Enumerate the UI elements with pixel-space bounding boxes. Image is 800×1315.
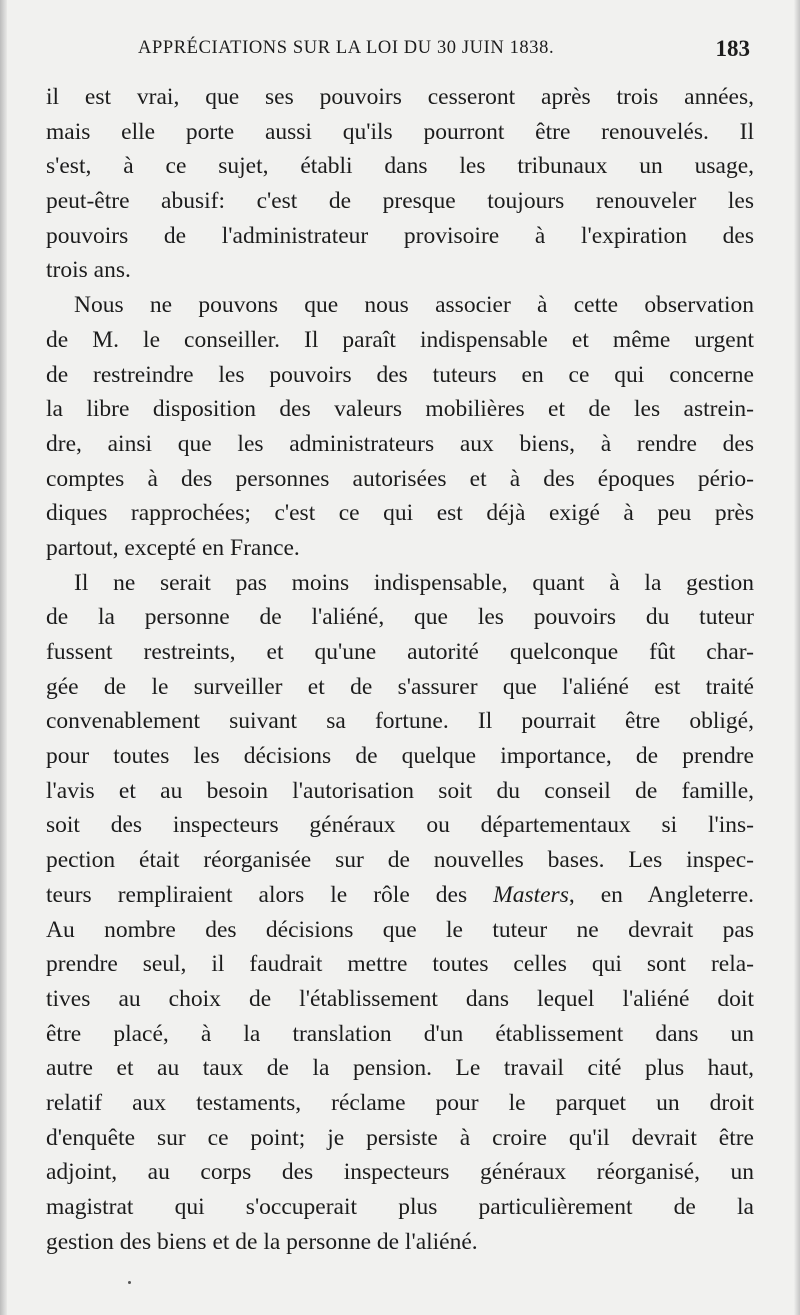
- text-fragment: , en Angleterre.: [568, 881, 754, 908]
- page-number: 183: [715, 36, 750, 61]
- text-line: la libre disposition des valeurs mobilières et de les astrein-: [46, 396, 754, 423]
- text-line: partout, excepté en France.: [46, 534, 300, 561]
- running-title: APPRÉCIATIONS SUR LA LOI DU 30 JUIN 1838.: [138, 38, 555, 58]
- text-line: s'est, à ce sujet, établi dans les tribunaux un usage,: [46, 153, 754, 180]
- running-head: [138, 38, 750, 66]
- text-line: être placé, à la translation d'un établissement dans un: [46, 1020, 754, 1047]
- text-line: Il ne serait pas moins indispensable, quant à la gestion: [74, 569, 754, 596]
- italic-term: Masters: [493, 881, 569, 908]
- text-line: pection était réorganisée sur de nouvelles bases. Les inspec-: [46, 847, 754, 874]
- text-line: pour toutes les décisions de quelque importance, de prendre: [46, 743, 754, 770]
- text-line: fussent restreints, et qu'une autorité quelconque fût char-: [46, 639, 754, 665]
- text-line: de M. le conseiller. Il paraît indispensable et même urgent: [46, 326, 754, 353]
- text-line: il est vrai, que ses pouvoirs cesseront après trois années,: [46, 84, 754, 110]
- text-line: pouvoirs de l'administrateur provisoire à l'expiration des: [46, 222, 754, 249]
- text-line: comptes à des personnes autorisées et à des époques pério-: [46, 465, 754, 492]
- ink-speck: [128, 1281, 131, 1284]
- text-line: convenablement suivant sa fortune. Il pourrait être obligé,: [46, 708, 754, 735]
- text-line: gée de le surveiller et de s'assurer que l'aliéné est traité: [46, 673, 754, 700]
- text-line: de restreindre les pouvoirs des tuteurs en ce qui concerne: [46, 361, 754, 388]
- text-line: de la personne de l'aliéné, que les pouvoirs du tuteur: [46, 604, 754, 631]
- text-line-masters: [46, 878, 754, 913]
- text-line: trois ans.: [46, 257, 131, 284]
- text-line: adjoint, au corps des inspecteurs généraux réorganisé, un: [46, 1159, 754, 1186]
- text-line: Au nombre des décisions que le tuteur ne devrait pas: [46, 916, 754, 943]
- scan-edge-left: [0, 0, 7, 1315]
- text-fragment: teurs rempliraient alors le rôle des: [46, 881, 494, 908]
- text-line: relatif aux testaments, réclame pour le parquet un droit: [46, 1089, 754, 1116]
- text-line: l'avis et au besoin l'autorisation soit du conseil de famille,: [46, 777, 754, 804]
- text-line: Nous ne pouvons que nous associer à cette observation: [74, 292, 754, 319]
- text-line: diques rapprochées; c'est ce qui est déjà exigé à peu près: [46, 500, 754, 527]
- scan-edge-right: [794, 0, 800, 1315]
- text-line: dre, ainsi que les administrateurs aux biens, à rendre des: [46, 430, 754, 457]
- text-line: d'enquête sur ce point; je persiste à croire qu'il devrait être: [46, 1124, 754, 1151]
- text-line: mais elle porte aussi qu'ils pourront être renouvelés. Il: [46, 118, 754, 145]
- text-line: autre et au taux de la pension. Le travail cité plus haut,: [46, 1055, 754, 1082]
- text-line: tives au choix de l'établissement dans lequel l'aliéné doit: [46, 985, 754, 1012]
- body-text: [46, 80, 754, 1259]
- text-line: soit des inspecteurs généraux ou départementaux si l'ins-: [46, 812, 754, 839]
- text-line: gestion des biens et de la personne de l'aliéné.: [46, 1228, 478, 1255]
- text-line: magistrat qui s'occuperait plus particulièrement de la: [46, 1194, 754, 1220]
- text-line: prendre seul, il faudrait mettre toutes celles qui sont rela-: [46, 951, 754, 978]
- text-line: peut-être abusif: c'est de presque toujours renouveler les: [46, 188, 754, 215]
